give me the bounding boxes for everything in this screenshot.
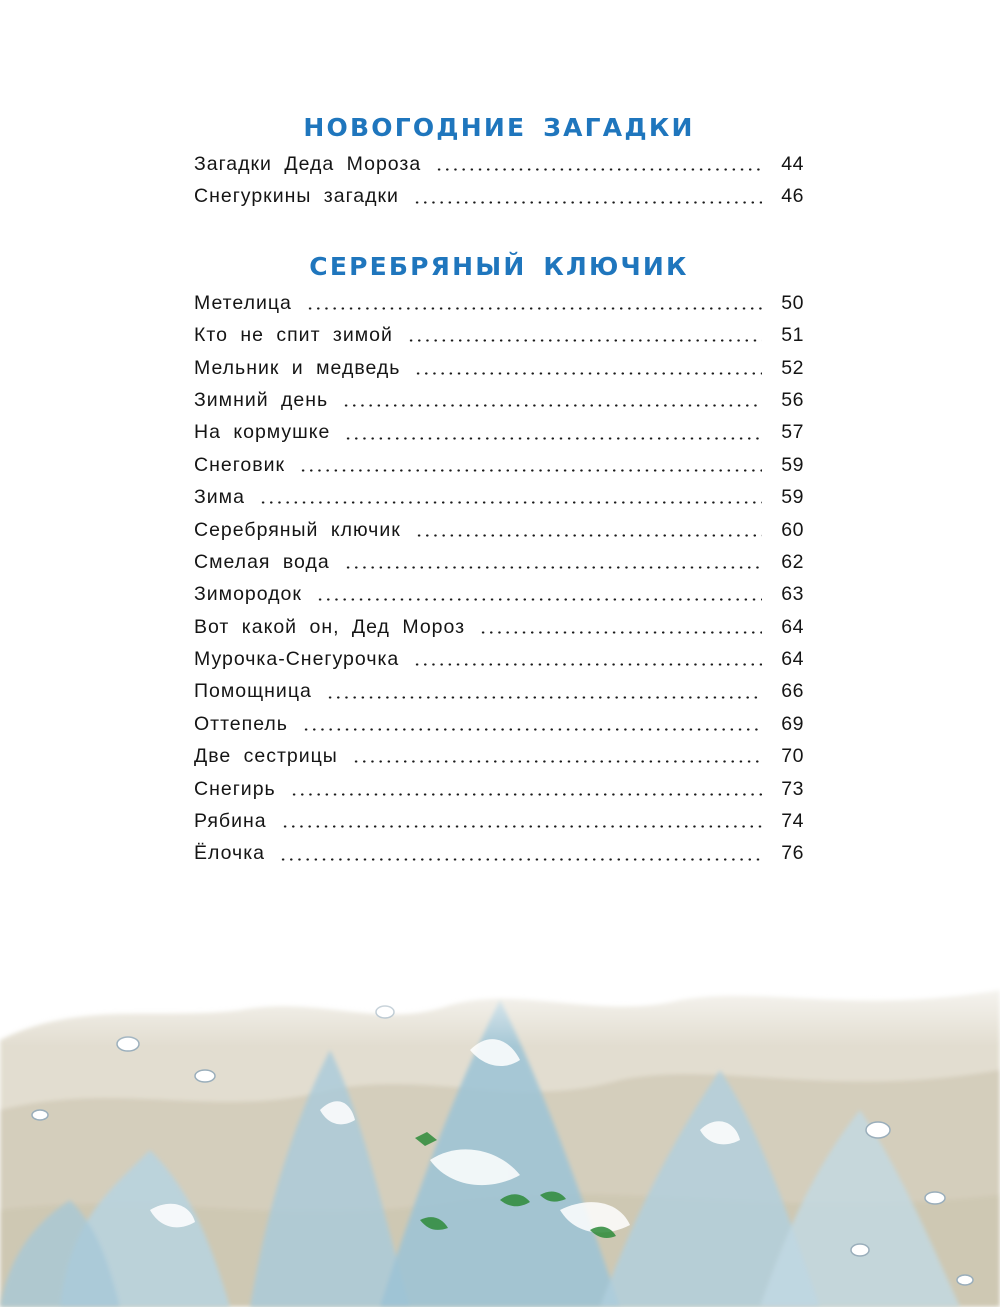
section-heading-silver-key: СЕРЕБРЯНЫЙ КЛЮЧИК — [309, 251, 689, 281]
toc-entry-page: 64 — [781, 648, 804, 671]
dot-leader — [302, 714, 762, 734]
dot-leader — [299, 455, 762, 475]
toc-entry-title: Две сестрицы — [194, 745, 338, 768]
toc-entry-title: На кормушке — [194, 421, 331, 444]
toc-entry-title: Мурочка-Снегурочка — [194, 648, 400, 671]
dot-leader — [352, 746, 762, 766]
dot-leader — [259, 487, 762, 507]
toc-entry[interactable] — [194, 675, 804, 707]
toc-entry[interactable] — [194, 514, 804, 546]
toc-entry[interactable] — [194, 837, 804, 869]
toc-entry-title: Зимородок — [194, 583, 302, 606]
dot-leader — [279, 844, 762, 864]
toc-entry-title: Кто не спит зимой — [194, 324, 393, 347]
toc-entry-page: 44 — [781, 153, 804, 175]
section-heading-new-year-riddles: НОВОГОДНИЕ ЗАГАДКИ — [303, 113, 695, 142]
toc-entry-page: 59 — [781, 453, 804, 476]
toc-entry-page: 50 — [781, 291, 804, 314]
toc-entry[interactable] — [194, 319, 804, 351]
toc-entry-page: 57 — [781, 421, 804, 444]
toc-entry[interactable] — [194, 416, 804, 448]
dot-leader — [414, 358, 762, 378]
toc-entry-title: Снегирь — [194, 777, 276, 800]
dot-leader — [342, 390, 762, 410]
dot-leader — [316, 584, 762, 604]
dot-leader — [281, 811, 762, 831]
dot-leader — [344, 423, 762, 443]
toc-entry-page: 60 — [781, 518, 804, 541]
toc-entry[interactable] — [194, 643, 804, 675]
toc-entry-page: 63 — [781, 583, 804, 606]
toc-entry-title: Мельник и медведь — [194, 356, 401, 379]
toc-entry[interactable] — [194, 546, 804, 578]
dot-leader — [479, 617, 762, 637]
toc-entry-page: 64 — [781, 615, 804, 638]
toc-entry[interactable] — [194, 805, 804, 837]
dot-leader — [407, 325, 762, 345]
toc-entry-title: Зима — [194, 486, 245, 509]
section-entries-new-year-riddles — [194, 148, 804, 213]
toc-entry[interactable] — [194, 449, 804, 481]
toc-entry[interactable] — [194, 578, 804, 610]
toc-entry-page: 56 — [781, 388, 804, 411]
toc-entry-page: 69 — [781, 712, 804, 735]
toc-entry-title: Ёлочка — [194, 842, 265, 865]
dot-leader — [435, 154, 762, 174]
winter-snow-bushes-illustration — [0, 960, 1000, 1307]
toc-entry-title: Помощница — [194, 680, 312, 703]
toc-entry-page: 46 — [781, 185, 804, 208]
toc-entry-title: Загадки Деда Мороза — [194, 153, 422, 175]
toc-entry-title: Рябина — [194, 810, 267, 833]
toc-entry[interactable] — [194, 352, 804, 384]
toc-entry-title: Зимний день — [194, 388, 329, 411]
dot-leader — [344, 552, 762, 572]
toc-entry-page: 62 — [781, 550, 804, 573]
toc-entry-title: Метелица — [194, 291, 292, 314]
toc-entry[interactable] — [194, 611, 804, 643]
toc-entry[interactable] — [194, 180, 804, 212]
toc-entry-title: Серебряный ключик — [194, 518, 401, 541]
toc-entry[interactable] — [194, 287, 804, 319]
toc-entry-page: 76 — [781, 842, 804, 865]
toc-entry[interactable] — [194, 481, 804, 513]
toc-entry-page: 51 — [781, 324, 804, 347]
dot-leader — [415, 520, 762, 540]
toc-entry[interactable] — [194, 148, 804, 180]
toc-entry[interactable] — [194, 773, 804, 805]
toc-entry-title: Снеговик — [194, 453, 286, 476]
toc-entry-title: Смелая вода — [194, 550, 330, 573]
toc-entry-title: Снегуркины загадки — [194, 185, 399, 208]
dot-leader — [413, 187, 762, 207]
toc-entry-page: 66 — [781, 680, 804, 703]
dot-leader — [290, 779, 762, 799]
toc-entry[interactable] — [194, 384, 804, 416]
toc-entry-page: 59 — [781, 486, 804, 509]
table-of-contents — [194, 108, 804, 870]
dot-leader — [326, 682, 762, 702]
dot-leader — [413, 649, 762, 669]
dot-leader — [306, 293, 762, 313]
toc-entry-title: Оттепель — [194, 712, 288, 735]
toc-entry-page: 52 — [781, 356, 804, 379]
toc-entry[interactable] — [194, 740, 804, 772]
toc-entry[interactable] — [194, 708, 804, 740]
toc-entry-page: 73 — [781, 777, 804, 800]
toc-entry-title: Вот какой он, Дед Мороз — [194, 615, 466, 638]
toc-entry-page: 70 — [781, 745, 804, 768]
section-entries-silver-key — [194, 287, 804, 870]
toc-entry-page: 74 — [781, 810, 804, 833]
